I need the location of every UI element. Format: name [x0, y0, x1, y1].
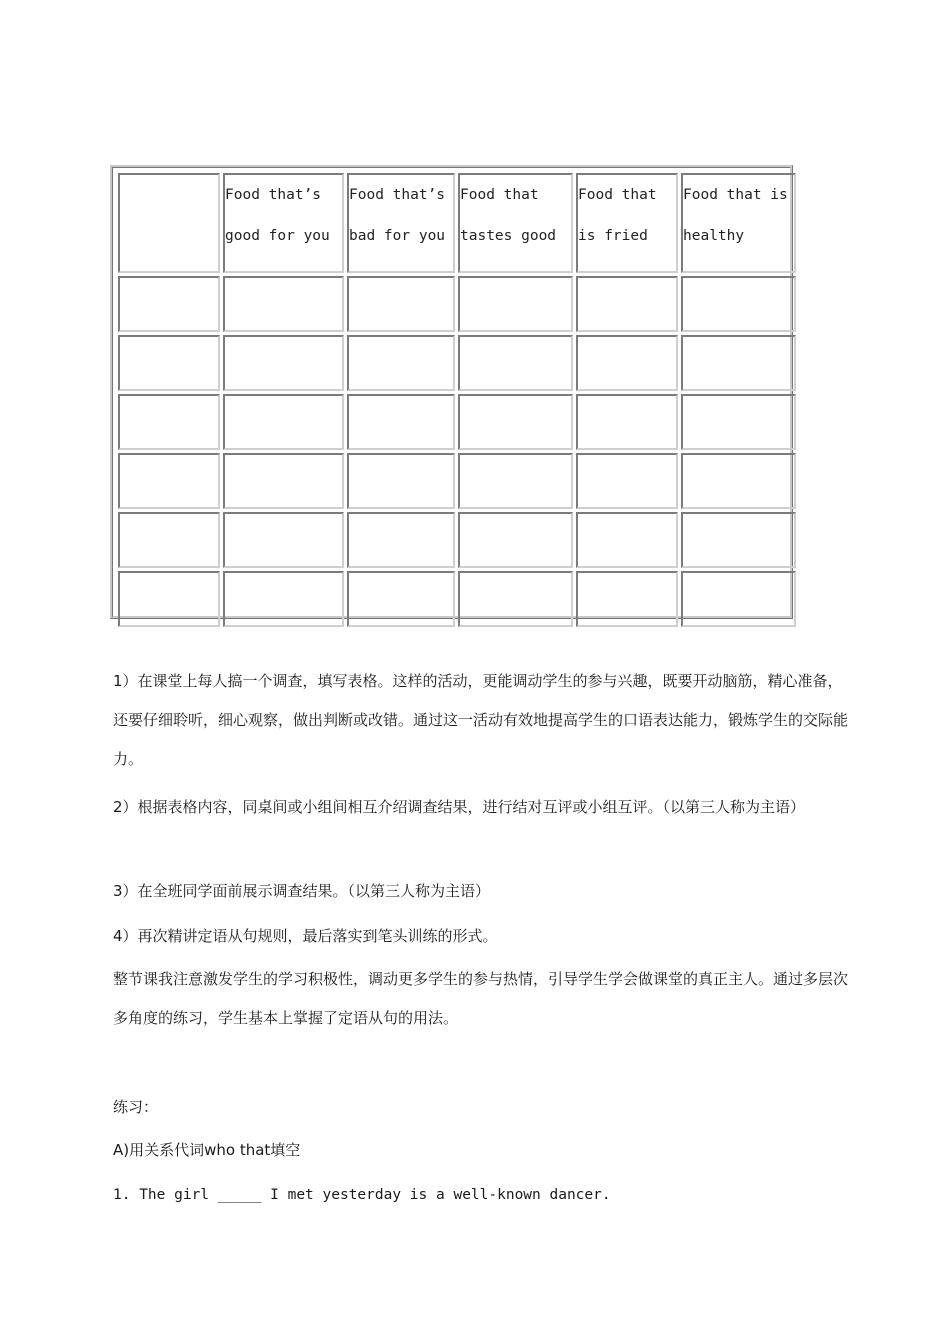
table-cell [223, 276, 344, 332]
table-cell [576, 335, 678, 391]
table-cell [576, 394, 678, 450]
survey-grid [115, 170, 799, 630]
table-header-row [118, 173, 796, 273]
paragraph-summary: 整节课我注意激发学生的学习积极性，调动更多学生的参与热情，引导学生学会做课堂的真正主人。通过多层次多角度的练习，学生基本上掌握了定语从句的用法。 [113, 970, 849, 1027]
header-cell-bad-for-you: Food that’s bad for you [347, 173, 455, 273]
table-cell [681, 335, 796, 391]
header-cell-fried: Food that is fried [576, 173, 678, 273]
table-cell [347, 276, 455, 332]
table-cell [576, 276, 678, 332]
paragraph-step-4: 4）再次精讲定语从句规则，最后落实到笔头训练的形式。 [113, 927, 498, 945]
table-cell [681, 453, 796, 509]
paragraph-step-2: 2）根据表格内容，同桌间或小组间相互介绍调查结果，进行结对互评或小组互评。（以第三人称为主语） [113, 798, 806, 816]
table-row [118, 512, 796, 568]
table-row [118, 276, 796, 332]
table-cell [347, 335, 455, 391]
table-row [118, 394, 796, 450]
table-cell [118, 335, 220, 391]
table-cell [681, 571, 796, 627]
exercise-title: 练习： [113, 1098, 159, 1116]
table-cell [458, 276, 573, 332]
survey-table [110, 165, 793, 619]
table-cell [223, 335, 344, 391]
table-cell [347, 394, 455, 450]
header-cell-tastes-good: Food that tastes good [458, 173, 573, 273]
table-cell [118, 276, 220, 332]
table-cell [223, 571, 344, 627]
table-cell [223, 394, 344, 450]
exercise-item-1: 1. The girl _____ I met yesterday is a well-known dancer. [113, 1187, 611, 1203]
table-body [118, 276, 796, 627]
table-cell [458, 335, 573, 391]
header-cell-empty [118, 173, 220, 273]
paragraph-step-3: 3）在全班同学面前展示调查结果。（以第三人称为主语） [113, 882, 491, 900]
table-cell [681, 394, 796, 450]
header-cell-healthy: Food that is healthy [681, 173, 796, 273]
table-cell [347, 453, 455, 509]
paragraph-step-1: 1）在课堂上每人搞一个调查，填写表格。这样的活动，更能调动学生的参与兴趣，既要开动脑筋，精心准备，还要仔细聆听，细心观察，做出判断或改错。通过这一活动有效地提高学生的口语表达能力，锻炼学生的交际能力。 [113, 672, 849, 768]
table-cell [458, 453, 573, 509]
table-row [118, 335, 796, 391]
table-cell [681, 512, 796, 568]
table-cell [118, 512, 220, 568]
table-cell [458, 394, 573, 450]
table-cell [223, 512, 344, 568]
table-cell [347, 512, 455, 568]
table-cell [576, 571, 678, 627]
table-cell [576, 453, 678, 509]
exercise-section-a: A)用关系代词who that填空 [113, 1141, 301, 1159]
table-cell [347, 571, 455, 627]
header-cell-good-for-you: Food that’s good for you [223, 173, 344, 273]
table-cell [118, 394, 220, 450]
table-cell [223, 453, 344, 509]
table-cell [118, 571, 220, 627]
table-cell [576, 512, 678, 568]
table-cell [458, 512, 573, 568]
table-cell [118, 453, 220, 509]
table-cell [458, 571, 573, 627]
table-row [118, 571, 796, 627]
table-cell [681, 276, 796, 332]
table-row [118, 453, 796, 509]
